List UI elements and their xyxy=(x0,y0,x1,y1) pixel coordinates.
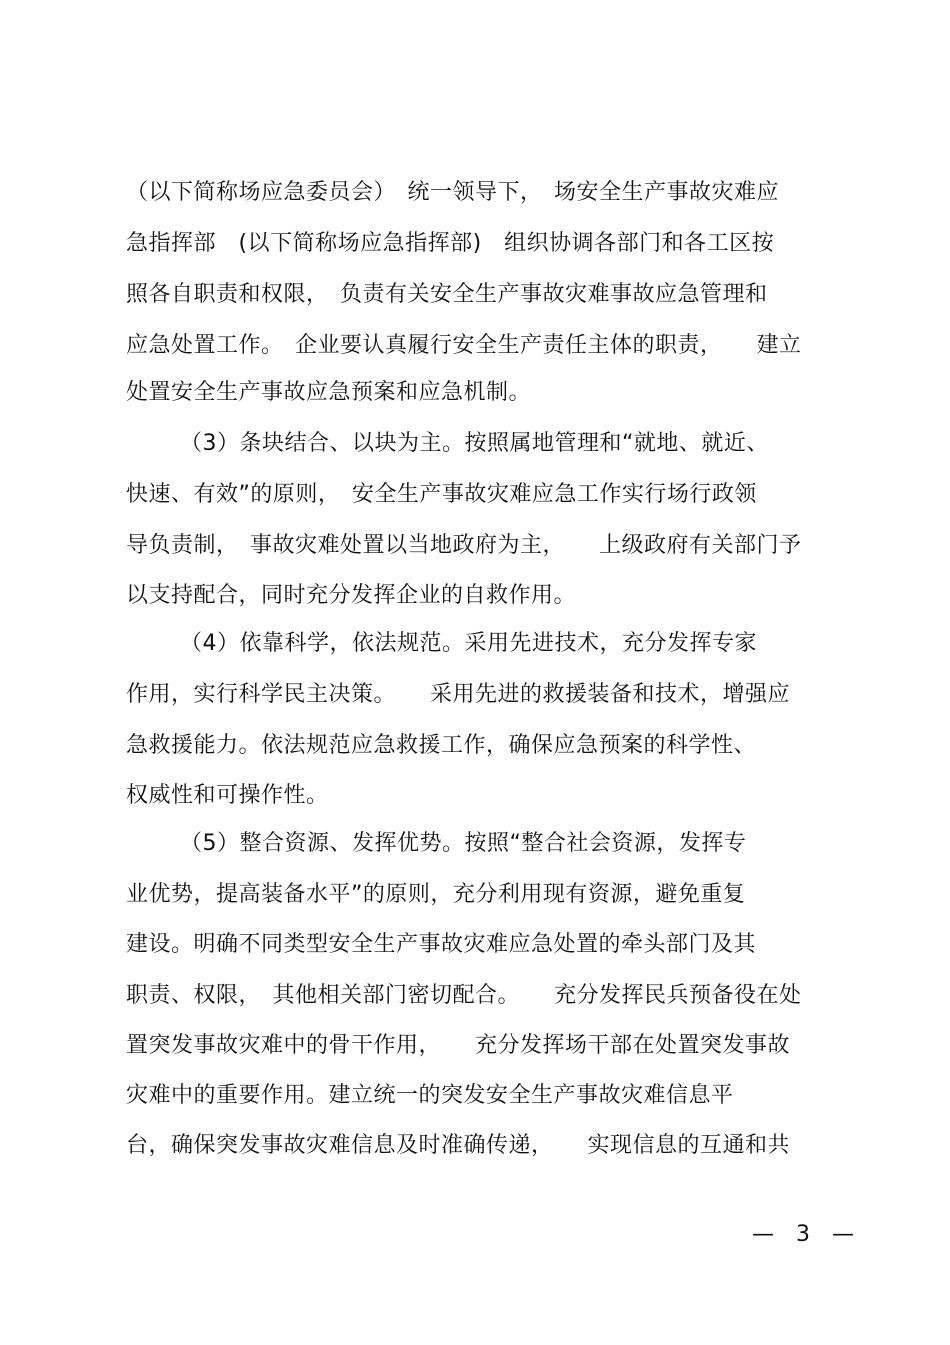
text-line-1: （以下简称场应急委员会） 统一领导下， 场安全生产事故灾难应 xyxy=(126,180,780,205)
text-line-20: 台，确保突发事故灾难信息及时准确传递， 实现信息的互通和共 xyxy=(126,1133,791,1158)
text-line-16: 建设。明确不同类型安全生产事故灾难应急处置的牵头部门及其 xyxy=(126,932,757,957)
text-line-17: 职责、权限， 其他相关部门密切配合。 充分发挥民兵预备役在处 xyxy=(126,983,802,1008)
text-line-3: 照各自职责和权限， 负责有关安全生产事故灾难事故应急管理和 xyxy=(126,282,768,307)
paragraph-4-line-1: （4）依靠科学，依法规范。采用先进技术，充分发挥专家 xyxy=(180,631,757,656)
text-line-12: 急救援能力。依法规范应急救援工作，确保应急预案的科学性、 xyxy=(126,733,757,758)
paragraph-5-line-1: （5）整合资源、发挥优势。按照“整合社会资源，发挥专 xyxy=(180,831,747,856)
text-line-19: 灾难中的重要作用。建立统一的突发安全生产事故灾难信息平 xyxy=(126,1083,734,1108)
text-line-8: 导负责制， 事故灾难处置以当地政府为主， 上级政府有关部门予 xyxy=(126,533,802,558)
text-line-7: 快速、有效”的原则， 安全生产事故灾难应急工作实行场行政领 xyxy=(126,482,757,507)
text-line-11: 作用，实行科学民主决策。 采用先进的救援装备和技术，增强应 xyxy=(126,682,791,707)
text-line-15: 业优势，提高装备水平”的原则，充分利用现有资源，避免重复 xyxy=(126,882,746,907)
paragraph-3-line-1: （3）条块结合、以块为主。按照属地管理和“就地、就近、 xyxy=(180,431,769,456)
text-line-2: 急指挥部 (以下简称场应急指挥部) 组织协调各部门和各工区按 xyxy=(126,231,775,256)
text-line-18: 置突发事故灾难中的骨干作用， 充分发挥场干部在处置突发事故 xyxy=(126,1033,791,1058)
text-line-13: 权威性和可操作性。 xyxy=(126,783,329,808)
text-line-9: 以支持配合，同时充分发挥企业的自救作用。 xyxy=(126,583,577,608)
text-line-5: 处置安全生产事故应急预案和应急机制。 xyxy=(126,380,532,405)
text-line-4: 应急处置工作。 企业要认真履行安全生产责任主体的职责， 建立 xyxy=(126,333,802,358)
page-number: — 3 — xyxy=(752,1222,854,1247)
